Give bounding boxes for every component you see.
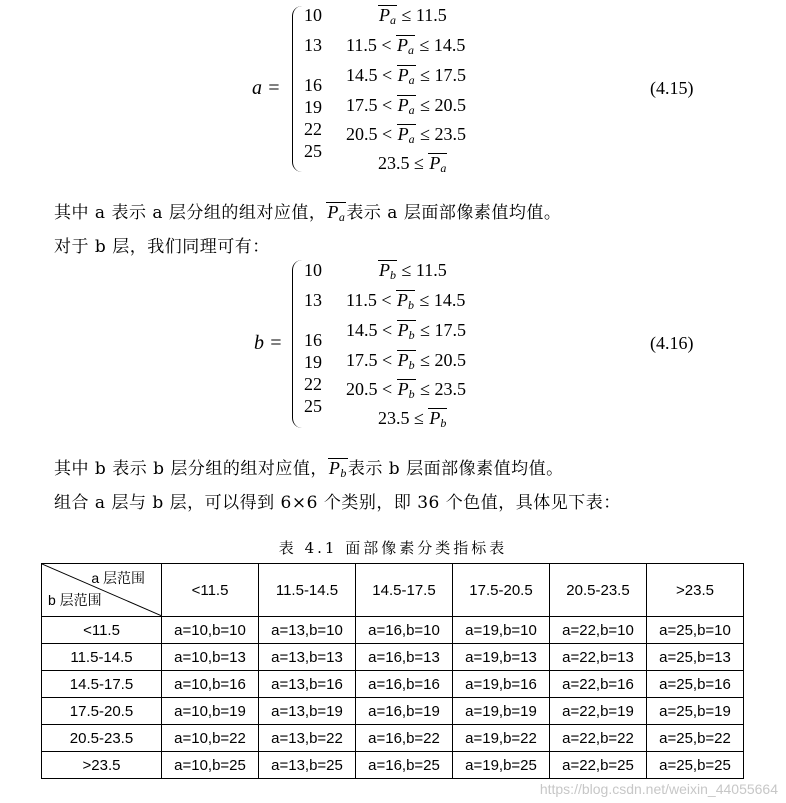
left-brace-icon: [292, 260, 303, 428]
table-cell: a=22,b=13: [550, 644, 647, 671]
table-cell: a=22,b=19: [550, 698, 647, 725]
table-cell: a=10,b=10: [162, 617, 259, 644]
row-header: 14.5-17.5: [42, 671, 162, 698]
case-value: 10: [304, 5, 322, 25]
table-row: [42, 698, 744, 725]
table-row: [42, 644, 744, 671]
table-cell: a=19,b=25: [453, 752, 550, 779]
case-value: 25: [304, 141, 322, 161]
eq-lhs: b =: [254, 332, 283, 354]
case-condition: $14.5 < P_b \le 17.5$: [346, 320, 467, 342]
table-row: [42, 671, 744, 698]
corner-a-label: a 层范围: [91, 570, 145, 586]
table-cell: a=25,b=13: [647, 644, 744, 671]
table-cell: a=19,b=10: [453, 617, 550, 644]
table-header-row: [42, 564, 744, 617]
column-header: 14.5-17.5: [356, 564, 453, 617]
table-cell: a=13,b=10: [259, 617, 356, 644]
table-caption: 表 4.1 面部像素分类指标表: [278, 539, 508, 557]
table-cell: a=13,b=16: [259, 671, 356, 698]
case-value: 22: [304, 374, 322, 394]
table-cell: a=10,b=13: [162, 644, 259, 671]
table-cell: a=22,b=25: [550, 752, 647, 779]
case-value: 22: [304, 119, 322, 139]
table-cell: a=16,b=25: [356, 752, 453, 779]
table-cell: a=25,b=19: [647, 698, 744, 725]
table-cell: a=25,b=25: [647, 752, 744, 779]
table-cell: a=13,b=13: [259, 644, 356, 671]
case-condition: $23.5 \le P_b$: [378, 408, 447, 430]
paragraph-b-definition: 其中 b 表示 b 层分组的组对应值，$P_b$表示 b 层面部像素值均值。: [54, 458, 564, 480]
row-header: <11.5: [42, 617, 162, 644]
table-body: [42, 617, 744, 779]
table-cell: a=16,b=22: [356, 725, 453, 752]
corner-b-label: b 层范围: [48, 592, 102, 608]
table-cell: a=19,b=22: [453, 725, 550, 752]
table-cell: a=22,b=16: [550, 671, 647, 698]
table-cell: a=22,b=22: [550, 725, 647, 752]
table-cell: a=10,b=19: [162, 698, 259, 725]
paragraph-b-intro: 对于 b 层，我们同理可有：: [54, 237, 270, 257]
case-condition: $14.5 < P_a \le 17.5$: [346, 65, 467, 87]
case-value: 13: [304, 35, 322, 55]
table-row: [42, 617, 744, 644]
table-cell: a=16,b=13: [356, 644, 453, 671]
column-header: <11.5: [162, 564, 259, 617]
table-cell: a=16,b=16: [356, 671, 453, 698]
classification-table: [41, 563, 744, 779]
row-header: 17.5-20.5: [42, 698, 162, 725]
table-cell: a=10,b=22: [162, 725, 259, 752]
case-value: 19: [304, 352, 322, 372]
row-header: >23.5: [42, 752, 162, 779]
table-cell: a=13,b=22: [259, 725, 356, 752]
watermark: https://blog.csdn.net/weixin_44055664: [539, 781, 778, 797]
equation-number: (4.16): [650, 333, 694, 353]
column-header: 11.5-14.5: [259, 564, 356, 617]
case-condition: $20.5 < P_a \le 23.5$: [346, 124, 467, 146]
table-cell: a=19,b=13: [453, 644, 550, 671]
case-condition: $11.5 < P_a \le 14.5$: [346, 35, 466, 57]
table-cell: a=13,b=19: [259, 698, 356, 725]
column-header: >23.5: [647, 564, 744, 617]
case-value: 19: [304, 97, 322, 117]
case-value: 25: [304, 396, 322, 416]
equation-number: (4.15): [650, 78, 694, 98]
case-condition: $11.5 < P_b \le 14.5$: [346, 290, 466, 312]
case-condition: $P_b \le 11.5$: [379, 260, 447, 282]
column-header: 17.5-20.5: [453, 564, 550, 617]
case-condition: $P_a \le 11.5$: [379, 5, 447, 27]
case-value: 13: [304, 290, 322, 310]
column-header: 20.5-23.5: [550, 564, 647, 617]
table-cell: a=16,b=10: [356, 617, 453, 644]
case-value: 16: [304, 330, 322, 350]
case-value: 10: [304, 260, 322, 280]
paragraph-combination: 组合 a 层与 b 层，可以得到 6×6 个类别，即 36 个色值，具体见下表：: [54, 493, 621, 513]
case-condition: $20.5 < P_b \le 23.5$: [346, 379, 467, 401]
table-cell: a=16,b=19: [356, 698, 453, 725]
case-condition: $23.5 \le P_a$: [378, 153, 447, 175]
table-cell: a=19,b=19: [453, 698, 550, 725]
table-cell: a=25,b=16: [647, 671, 744, 698]
table-cell: a=25,b=22: [647, 725, 744, 752]
eq-lhs: a =: [252, 77, 281, 99]
table-cell: a=25,b=10: [647, 617, 744, 644]
case-value: 16: [304, 75, 322, 95]
table-row: [42, 725, 744, 752]
paragraph-a-definition: 其中 a 表示 a 层分组的组对应值，$P_a$表示 a 层面部像素值均值。: [54, 202, 562, 224]
table-corner-cell: [42, 564, 162, 617]
case-condition: $17.5 < P_b \le 20.5$: [346, 350, 467, 372]
table-cell: a=19,b=16: [453, 671, 550, 698]
table-cell: a=10,b=16: [162, 671, 259, 698]
row-header: 20.5-23.5: [42, 725, 162, 752]
table-cell: a=13,b=25: [259, 752, 356, 779]
table-cell: a=22,b=10: [550, 617, 647, 644]
table-cell: a=10,b=25: [162, 752, 259, 779]
row-header: 11.5-14.5: [42, 644, 162, 671]
case-condition: $17.5 < P_a \le 20.5$: [346, 95, 467, 117]
left-brace-icon: [292, 6, 303, 172]
table-row: [42, 752, 744, 779]
